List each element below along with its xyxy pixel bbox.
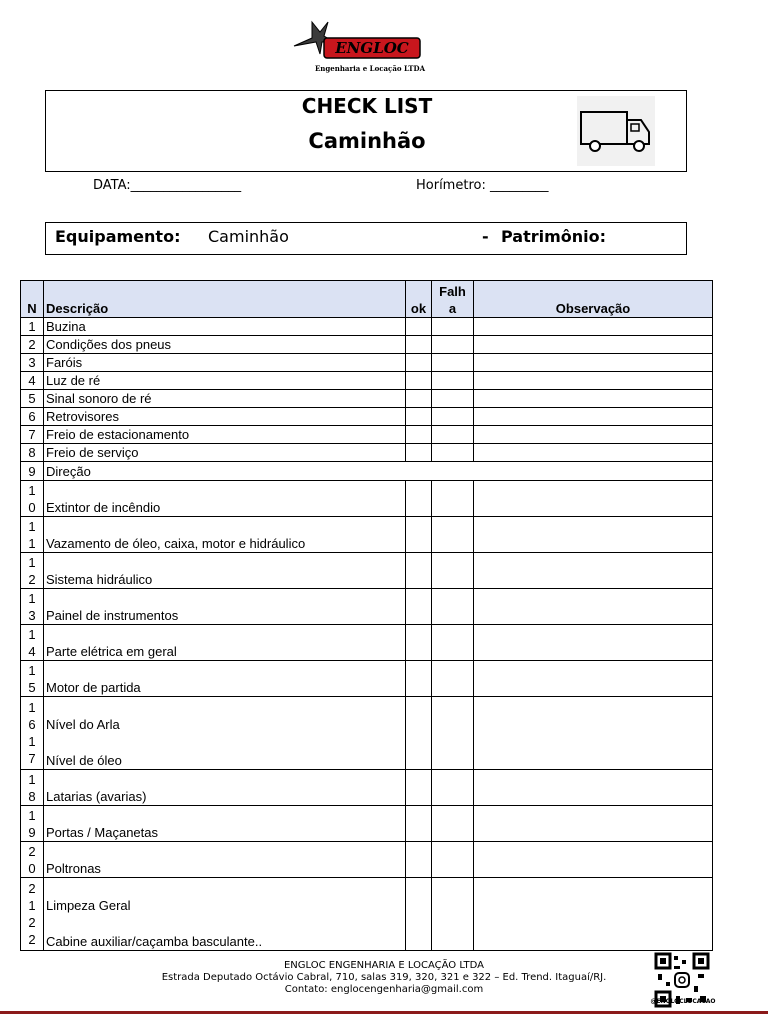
row-description: Nível do Arla Nível de óleo: [44, 697, 406, 770]
ok-cell[interactable]: [406, 390, 432, 408]
ok-cell[interactable]: [406, 878, 432, 951]
observacao-cell[interactable]: [474, 697, 713, 770]
ok-cell[interactable]: [406, 842, 432, 878]
table-row: [21, 318, 713, 336]
row-description: Faróis: [44, 354, 406, 372]
table-header-row: [21, 281, 713, 318]
falha-cell[interactable]: [432, 625, 474, 661]
table-row: [21, 842, 713, 878]
row-number: 8: [21, 444, 44, 462]
falha-cell[interactable]: [432, 517, 474, 553]
row-number: 2 1 2 2: [21, 878, 44, 951]
equipment-label: Equipamento:: [55, 227, 181, 246]
row-description: Direção: [44, 462, 713, 481]
patrimonio-label[interactable]: Patrimônio:: [501, 227, 607, 246]
table-row: [21, 553, 713, 589]
table-row: [21, 444, 713, 462]
table-row: [21, 481, 713, 517]
row-number: 3: [21, 354, 44, 372]
observacao-cell[interactable]: [474, 770, 713, 806]
row-description: Luz de ré: [44, 372, 406, 390]
falha-cell[interactable]: [432, 372, 474, 390]
observacao-cell[interactable]: [474, 842, 713, 878]
page-title: CHECK LIST: [301, 94, 433, 118]
table-row: [21, 878, 713, 951]
horimetro-field[interactable]: Horímetro: _________: [416, 178, 549, 193]
row-number: 1 8: [21, 770, 44, 806]
row-number: 1: [21, 318, 44, 336]
row-description: Vazamento de óleo, caixa, motor e hidráulico: [44, 517, 406, 553]
table-row: [21, 354, 713, 372]
svg-text:ENGLOC: ENGLOC: [335, 39, 409, 57]
row-description: Extintor de incêndio: [44, 481, 406, 517]
footer-company: ENGLOC ENGENHARIA E LOCAÇÃO LTDA: [283, 960, 484, 971]
table-row: [21, 697, 713, 770]
falha-cell[interactable]: [432, 354, 474, 372]
checklist-table: [20, 280, 713, 951]
row-number: 1 9: [21, 806, 44, 842]
falha-cell[interactable]: [432, 589, 474, 625]
ok-cell[interactable]: [406, 372, 432, 390]
ok-cell[interactable]: [406, 318, 432, 336]
observacao-cell[interactable]: [474, 481, 713, 517]
ok-cell[interactable]: [406, 806, 432, 842]
row-number: 6: [21, 408, 44, 426]
observacao-cell[interactable]: [474, 426, 713, 444]
row-number: 2: [21, 336, 44, 354]
table-row: [21, 661, 713, 697]
row-number: 1 1: [21, 517, 44, 553]
ok-cell[interactable]: [406, 625, 432, 661]
ok-cell[interactable]: [406, 354, 432, 372]
row-number: 2 0: [21, 842, 44, 878]
row-description: Retrovisores: [44, 408, 406, 426]
equipment-value: Caminhão: [208, 227, 289, 246]
row-number: 1 0: [21, 481, 44, 517]
header-observacao: Observação: [474, 281, 713, 318]
observacao-cell[interactable]: [474, 517, 713, 553]
observacao-cell[interactable]: [474, 390, 713, 408]
row-description: Condições dos pneus: [44, 336, 406, 354]
table-row: [21, 390, 713, 408]
observacao-cell[interactable]: [474, 806, 713, 842]
ok-cell[interactable]: [406, 697, 432, 770]
header-n: N: [21, 281, 44, 318]
falha-cell[interactable]: [432, 390, 474, 408]
table-row: [21, 408, 713, 426]
row-description: Poltronas: [44, 842, 406, 878]
equipment-box: [45, 222, 687, 255]
page-subtitle: Caminhão: [308, 129, 426, 153]
ok-cell[interactable]: [406, 481, 432, 517]
table-row: [21, 806, 713, 842]
row-number: 5: [21, 390, 44, 408]
observacao-cell[interactable]: [474, 444, 713, 462]
title-box: [45, 90, 687, 172]
falha-cell[interactable]: [432, 336, 474, 354]
footer: [0, 960, 768, 996]
falha-cell[interactable]: [432, 408, 474, 426]
row-description: Portas / Maçanetas: [44, 806, 406, 842]
row-description: Limpeza Geral Cabine auxiliar/caçamba basculante..: [44, 878, 406, 951]
row-description: Parte elétrica em geral: [44, 625, 406, 661]
ok-cell[interactable]: [406, 553, 432, 589]
footer-contact[interactable]: Contato: englocengenharia@gmail.com: [284, 984, 484, 995]
table-row: [21, 625, 713, 661]
ok-cell[interactable]: [406, 517, 432, 553]
ok-cell[interactable]: [406, 770, 432, 806]
falha-cell[interactable]: [432, 444, 474, 462]
header-falha: Falh a: [432, 281, 474, 318]
ok-cell[interactable]: [406, 661, 432, 697]
table-row: [21, 589, 713, 625]
table-row: [21, 770, 713, 806]
row-number: 9: [21, 462, 44, 481]
header-descricao: Descrição: [44, 281, 406, 318]
ok-cell[interactable]: [406, 426, 432, 444]
table-row: [21, 462, 713, 481]
row-description: Motor de partida: [44, 661, 406, 697]
separator-dash: -: [482, 227, 489, 246]
observacao-cell[interactable]: [474, 336, 713, 354]
observacao-cell[interactable]: [474, 878, 713, 951]
row-number: 4: [21, 372, 44, 390]
falha-cell[interactable]: [432, 661, 474, 697]
table-row: [21, 336, 713, 354]
falha-cell[interactable]: [432, 878, 474, 951]
row-description: Sistema hidráulico: [44, 553, 406, 589]
row-description: Buzina: [44, 318, 406, 336]
falha-cell[interactable]: [432, 318, 474, 336]
bottom-divider: [0, 1011, 768, 1014]
row-number: 1 4: [21, 625, 44, 661]
date-field[interactable]: DATA:_________________: [93, 178, 242, 193]
header-ok: ok: [406, 281, 432, 318]
ok-cell[interactable]: [406, 408, 432, 426]
falha-cell[interactable]: [432, 426, 474, 444]
falha-cell[interactable]: [432, 806, 474, 842]
truck-icon: [577, 96, 655, 166]
falha-cell[interactable]: [432, 770, 474, 806]
table-row: [21, 372, 713, 390]
row-number: 7: [21, 426, 44, 444]
ok-cell[interactable]: [406, 444, 432, 462]
footer-address: Estrada Deputado Octávio Cabral, 710, salas 319, 320, 321 e 322 – Ed. Trend. Itaguaí/RJ.: [161, 972, 607, 983]
observacao-cell[interactable]: [474, 372, 713, 390]
qr-label: @ENGLOCLOCACAO: [650, 998, 716, 1005]
table-row: [21, 517, 713, 553]
row-number: 1 5: [21, 661, 44, 697]
falha-cell[interactable]: [432, 842, 474, 878]
ok-cell[interactable]: [406, 589, 432, 625]
observacao-cell[interactable]: [474, 661, 713, 697]
row-description: Painel de instrumentos: [44, 589, 406, 625]
row-number: 1 2: [21, 553, 44, 589]
table-row: [21, 426, 713, 444]
company-subtitle: Engenharia e Locação LTDA: [314, 64, 426, 73]
observacao-cell[interactable]: [474, 318, 713, 336]
row-number: 1 6 1 7: [21, 697, 44, 770]
ok-cell[interactable]: [406, 336, 432, 354]
observacao-cell[interactable]: [474, 625, 713, 661]
row-description: Freio de serviço: [44, 444, 406, 462]
row-description: Sinal sonoro de ré: [44, 390, 406, 408]
observacao-cell[interactable]: [474, 354, 713, 372]
falha-cell[interactable]: [432, 697, 474, 770]
observacao-cell[interactable]: [474, 408, 713, 426]
row-description: Freio de estacionamento: [44, 426, 406, 444]
falha-cell[interactable]: [432, 481, 474, 517]
observacao-cell[interactable]: [474, 589, 713, 625]
observacao-cell[interactable]: [474, 553, 713, 589]
row-description: Latarias (avarias): [44, 770, 406, 806]
falha-cell[interactable]: [432, 553, 474, 589]
row-number: 1 3: [21, 589, 44, 625]
